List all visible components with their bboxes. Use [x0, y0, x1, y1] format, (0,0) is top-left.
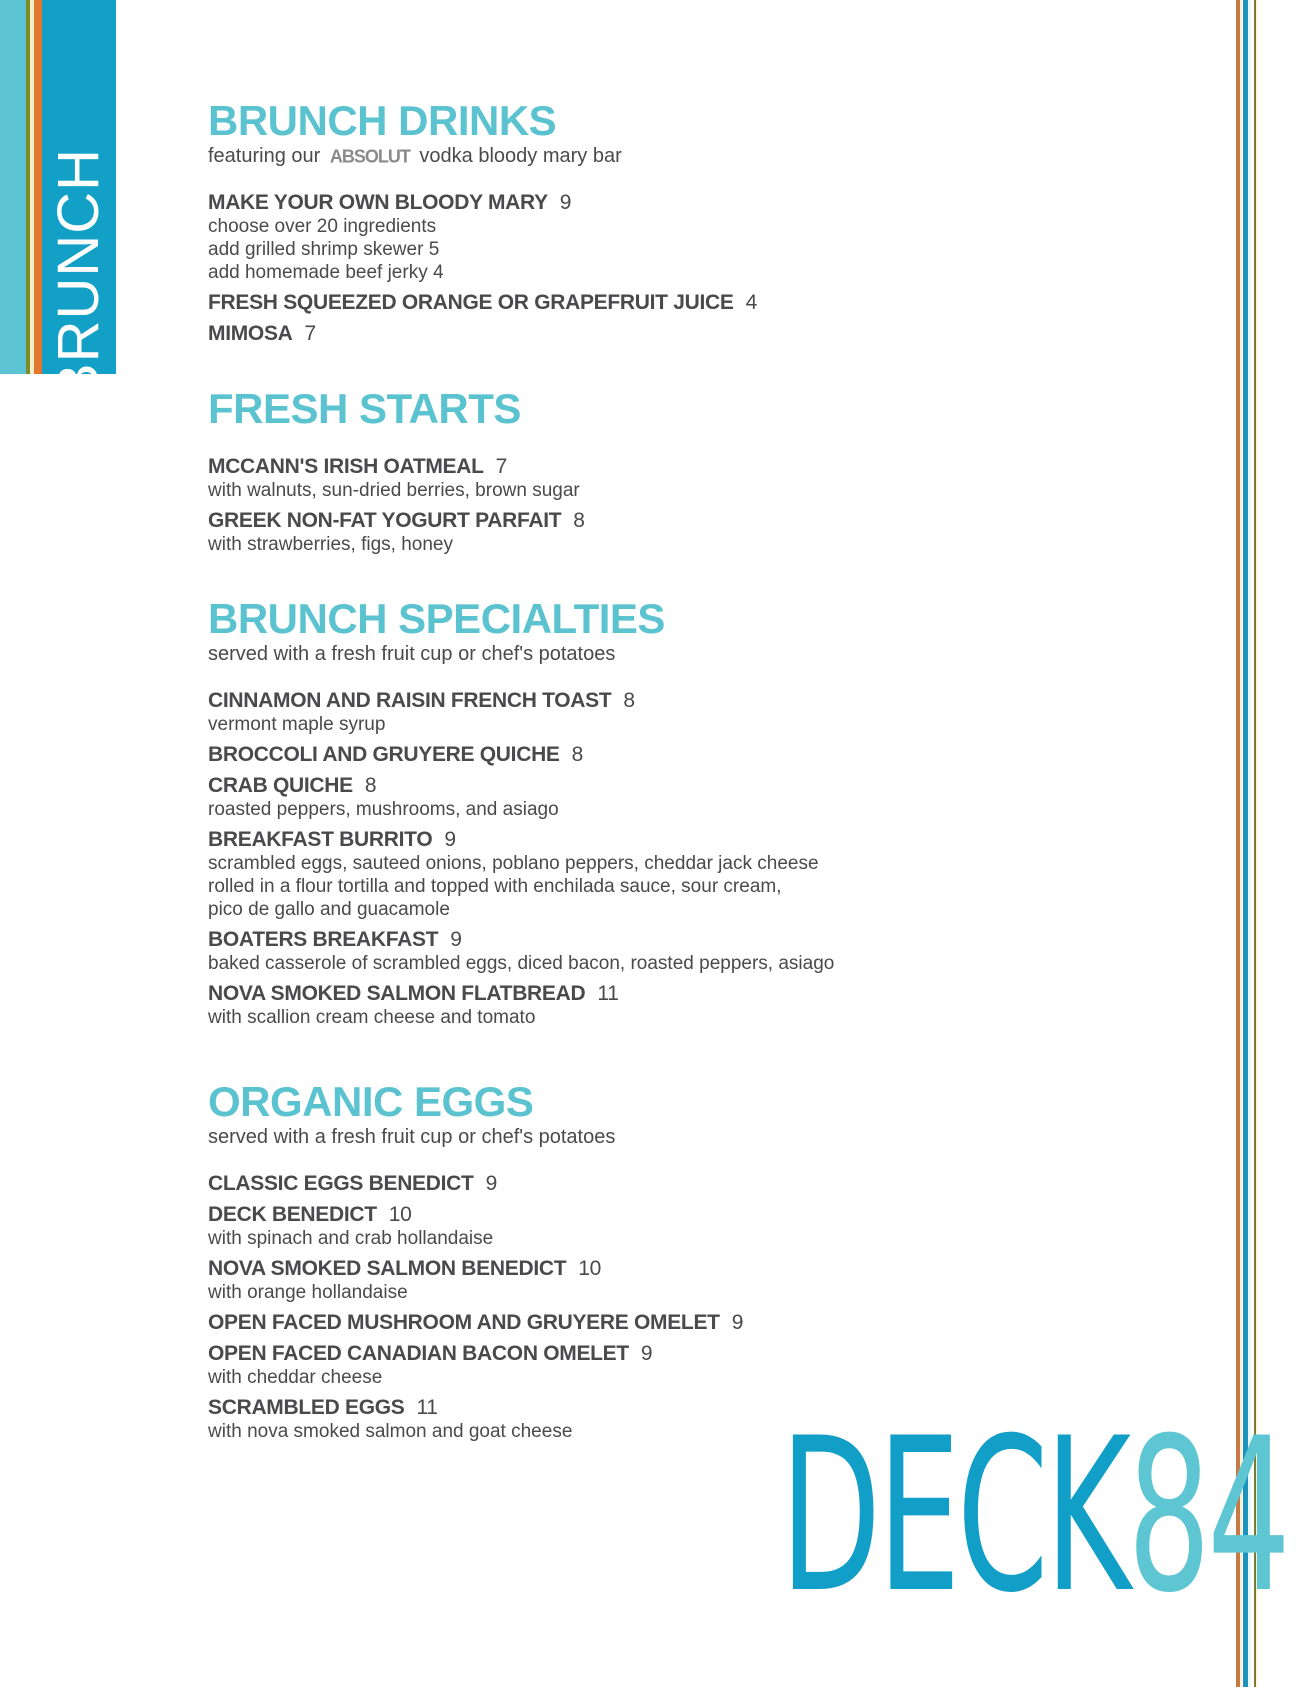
menu-item — [208, 1310, 1168, 1335]
item-name: SCRAMBLED EGGS — [208, 1396, 405, 1419]
item-desc: with strawberries, figs, honey — [208, 534, 453, 555]
section-subtitle: served with a fresh fruit cup or chef's potatoes — [208, 1126, 616, 1148]
band-stripe-orange — [34, 0, 42, 374]
item-name: BOATERS BREAKFAST — [208, 928, 439, 951]
menu-item — [208, 1256, 1168, 1304]
menu-item — [208, 742, 1168, 767]
item-desc: add homemade beef jerky 4 — [208, 262, 444, 283]
item-name: BREAKFAST BURRITO — [208, 828, 433, 851]
menu-item — [208, 981, 1168, 1029]
item-desc: vermont maple syrup — [208, 714, 386, 735]
item-name: OPEN FACED CANADIAN BACON OMELET — [208, 1342, 629, 1365]
item-name: FRESH SQUEEZED ORANGE OR GRAPEFRUIT JUICE — [208, 291, 734, 314]
section-brunch-specialties — [208, 596, 1168, 1029]
item-desc: with scallion cream cheese and tomato — [208, 1007, 536, 1028]
item-price: 10 — [388, 1203, 412, 1226]
item-desc: rolled in a flour tortilla and topped with enchilada sauce, sour cream, — [208, 876, 782, 897]
item-desc: roasted peppers, mushrooms, and asiago — [208, 799, 559, 820]
menu-item — [208, 508, 1168, 556]
item-name: NOVA SMOKED SALMON FLATBREAD — [208, 982, 586, 1005]
section-title: BRUNCH DRINKS — [208, 97, 557, 144]
item-price: 8 — [623, 689, 635, 712]
menu-item — [208, 290, 1168, 315]
menu-item — [208, 773, 1168, 821]
item-name: CLASSIC EGGS BENEDICT — [208, 1172, 474, 1195]
item-desc: with nova smoked salmon and goat cheese — [208, 1421, 573, 1442]
menu-content — [208, 98, 1168, 1449]
section-title: FRESH STARTS — [208, 385, 521, 432]
item-name: CINNAMON AND RAISIN FRENCH TOAST — [208, 689, 612, 712]
menu-item — [208, 827, 1168, 921]
item-price: 8 — [571, 743, 584, 766]
logo-84: 84 — [1127, 1392, 1288, 1639]
item-price: 7 — [304, 322, 316, 345]
band-label: BRUNCH — [46, 147, 111, 403]
item-desc: with cheddar cheese — [208, 1367, 383, 1388]
deck84-logo — [780, 1392, 1288, 1639]
item-desc: with spinach and crab hollandaise — [208, 1228, 494, 1249]
item-price: 11 — [597, 982, 619, 1005]
subtitle-pre: featuring our — [208, 145, 321, 167]
menu-item — [208, 927, 1168, 975]
item-price: 9 — [485, 1172, 497, 1195]
menu-item — [208, 1202, 1168, 1250]
item-price: 9 — [640, 1342, 653, 1365]
section-fresh-starts — [208, 386, 1168, 556]
menu-item — [208, 190, 1168, 284]
section-brunch-drinks — [208, 98, 1168, 346]
item-desc: add grilled shrimp skewer 5 — [208, 239, 440, 260]
item-name: MCCANN'S IRISH OATMEAL — [208, 455, 484, 478]
item-desc: scrambled eggs, sauteed onions, poblano peppers, cheddar jack cheese — [208, 853, 819, 874]
menu-item — [208, 454, 1168, 502]
item-price: 10 — [578, 1257, 602, 1280]
menu-item — [208, 1341, 1168, 1389]
menu-item — [208, 1171, 1168, 1196]
item-desc: choose over 20 ingredients — [208, 216, 437, 237]
item-price: 8 — [573, 509, 585, 532]
item-name: BROCCOLI AND GRUYERE QUICHE — [208, 743, 560, 766]
item-name: OPEN FACED MUSHROOM AND GRUYERE OMELET — [208, 1311, 720, 1334]
item-price: 8 — [364, 774, 377, 797]
item-price: 7 — [495, 455, 508, 478]
band-stripe-teal — [0, 0, 26, 374]
section-title: BRUNCH SPECIALTIES — [208, 595, 665, 642]
item-price: 9 — [444, 828, 456, 851]
item-name: MAKE YOUR OWN BLOODY MARY — [208, 191, 548, 214]
item-price: 9 — [731, 1311, 744, 1334]
item-desc: with walnuts, sun-dried berries, brown sugar — [208, 480, 580, 501]
menu-item — [208, 688, 1168, 736]
subtitle-post: vodka bloody mary bar — [419, 145, 622, 167]
menu-item — [208, 321, 1168, 346]
section-subtitle — [208, 144, 1168, 168]
item-name: MIMOSA — [208, 322, 293, 345]
section-subtitle: served with a fresh fruit cup or chef's potatoes — [208, 643, 616, 665]
item-desc: baked casserole of scrambled eggs, diced bacon, roasted peppers, asiago — [208, 953, 835, 974]
section-title: ORGANIC EGGS — [208, 1078, 534, 1125]
logo-deck: DECK — [780, 1392, 1128, 1639]
side-band — [0, 0, 116, 403]
item-name: GREEK NON-FAT YOGURT PARFAIT — [208, 509, 562, 532]
item-name: CRAB QUICHE — [208, 774, 353, 797]
item-name: DECK BENEDICT — [208, 1203, 377, 1226]
item-price: 9 — [559, 191, 572, 214]
item-desc: with orange hollandaise — [208, 1282, 408, 1303]
item-desc: pico de gallo and guacamole — [208, 899, 450, 920]
absolut-logo: ABSOLUT — [329, 145, 410, 167]
section-organic-eggs — [208, 1079, 1168, 1443]
item-price: 9 — [450, 928, 462, 951]
item-price: 11 — [416, 1396, 438, 1419]
item-price: 4 — [745, 291, 757, 314]
item-name: NOVA SMOKED SALMON BENEDICT — [208, 1257, 567, 1280]
